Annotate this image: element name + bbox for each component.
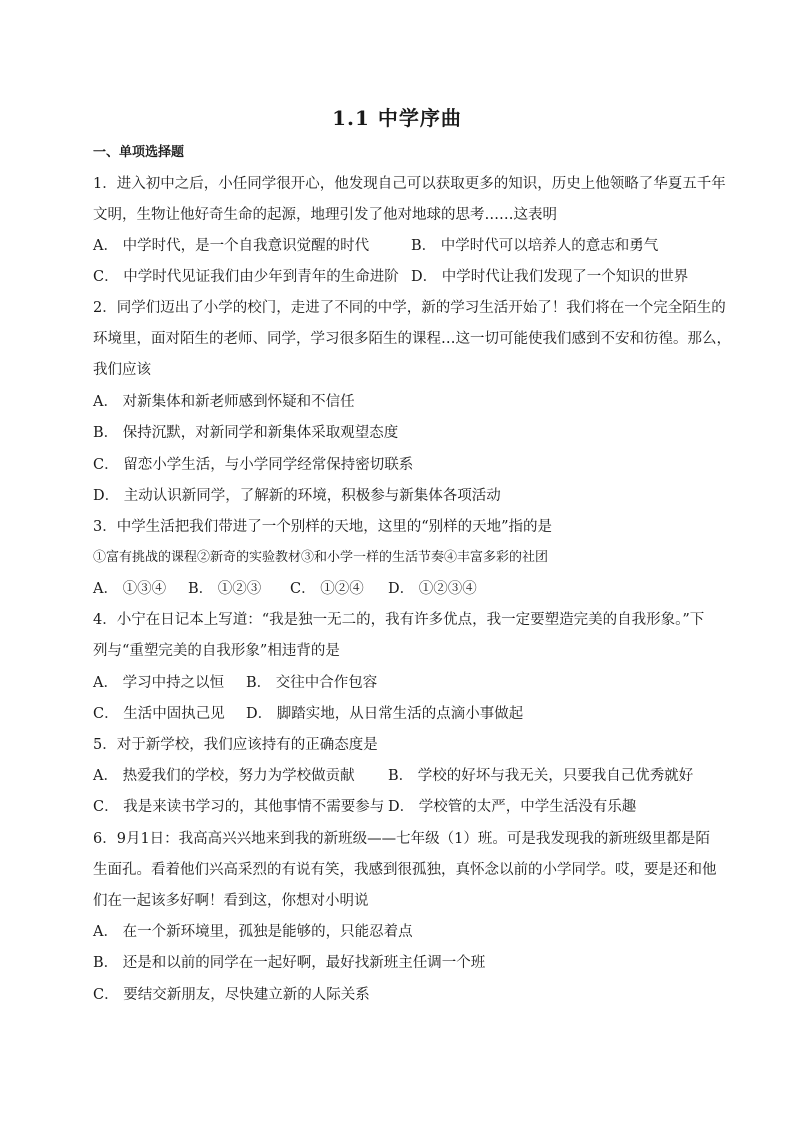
question-2-option-b: B． 保持沉默，对新同学和新集体采取观望态度 (93, 425, 399, 441)
question-1-line-1: 1．进入初中之后，小任同学很开心，他发现自己可以获取更多的知识，历史上他领略了华夏五千年 (93, 176, 726, 192)
question-5-option-c: C． 我是来读书学习的，其他事情不需要参与 (93, 799, 385, 815)
question-1-option-d: D． 中学时代让我们发现了一个知识的世界 (411, 269, 689, 285)
question-6-line-3: 们在一起该多好啊！看到这，你想对小明说 (93, 893, 369, 909)
question-5-option-b: B． 学校的好坏与我无关，只要我自己优秀就好 (388, 768, 694, 784)
question-3-option-d: D． ①②③④ (388, 581, 477, 597)
question-6-option-a: A． 在一个新环境里，孤独是能够的，只能忍着点 (93, 924, 413, 940)
question-6-line-1: 6．9月1日：我高高兴兴地来到我的新班级——七年级（1）班。可是我发现我的新班级里都是陌 (93, 831, 710, 847)
question-4-line-1: 4．小宁在日记本上写道：“我是独一无二的，我有许多优点，我一定要塑造完美的自我形象。”下 (93, 612, 705, 628)
question-4-option-c: C． 生活中固执己见 (93, 706, 225, 722)
question-3-line-1: 3．中学生活把我们带进了一个别样的天地，这里的“别样的天地”指的是 (93, 519, 553, 535)
question-3-option-b: B． ①②③ (188, 581, 262, 597)
question-5-option-a: A． 热爱我们的学校，努力为学校做贡献 (93, 768, 355, 784)
question-2-line-3: 我们应该 (93, 362, 151, 378)
question-2-option-a: A． 对新集体和新老师感到怀疑和不信任 (93, 394, 355, 410)
question-5-option-d: D． 学校管的太严，中学生活没有乐趣 (388, 799, 637, 815)
question-1-option-b: B． 中学时代可以培养人的意志和勇气 (411, 238, 659, 254)
question-3-option-a: A． ①③④ (93, 581, 167, 597)
question-4-option-d: D． 脚踏实地，从日常生活的点滴小事做起 (246, 706, 524, 722)
question-6-option-b: B． 还是和以前的同学在一起好啊，最好找新班主任调一个班 (93, 955, 486, 971)
question-6-line-2: 生面孔。看着他们兴高采烈的有说有笑，我感到很孤独，真怀念以前的小学同学。哎，要是还和他 (93, 862, 717, 878)
question-4-option-a: A． 学习中持之以恒 (93, 675, 225, 691)
question-2-line-2: 环境里，面对陌生的老师、同学，学习很多陌生的课程…这一切可能使我们感到不安和彷徨。那么， (93, 331, 731, 347)
page-title: 1.1 中学序曲 (332, 106, 462, 130)
question-5-line-1: 5．对于新学校，我们应该持有的正确态度是 (93, 737, 378, 753)
question-6-option-c: C． 要结交新朋友，尽快建立新的人际关系 (93, 987, 370, 1003)
question-2-option-c: C． 留恋小学生活，与小学同学经常保持密切联系 (93, 457, 414, 473)
question-4-line-2: 列与“重塑完美的自我形象”相违背的是 (93, 643, 340, 659)
section-heading: 一、单项选择题 (93, 145, 185, 160)
question-2-line-1: 2．同学们迈出了小学的校门，走进了不同的中学，新的学习生活开始了！我们将在一个完全陌生的 (93, 300, 726, 316)
question-4-option-b: B． 交往中合作包容 (246, 675, 378, 691)
question-1-line-2: 文明，生物让他好奇生命的起源，地理引发了他对地球的思考……这表明 (93, 207, 557, 223)
question-3-option-c: C． ①②④ (290, 581, 364, 597)
question-1-option-c: C． 中学时代见证我们由少年到青年的生命进阶 (93, 269, 399, 285)
question-3-line-2: ①富有挑战的课程②新奇的实验教材③和小学一样的生活节奏④丰富多彩的社团 (93, 550, 549, 565)
question-2-option-d: D． 主动认识新同学，了解新的环境，积极参与新集体各项活动 (93, 488, 501, 504)
question-1-option-a: A． 中学时代，是一个自我意识觉醒的时代 (93, 238, 370, 254)
